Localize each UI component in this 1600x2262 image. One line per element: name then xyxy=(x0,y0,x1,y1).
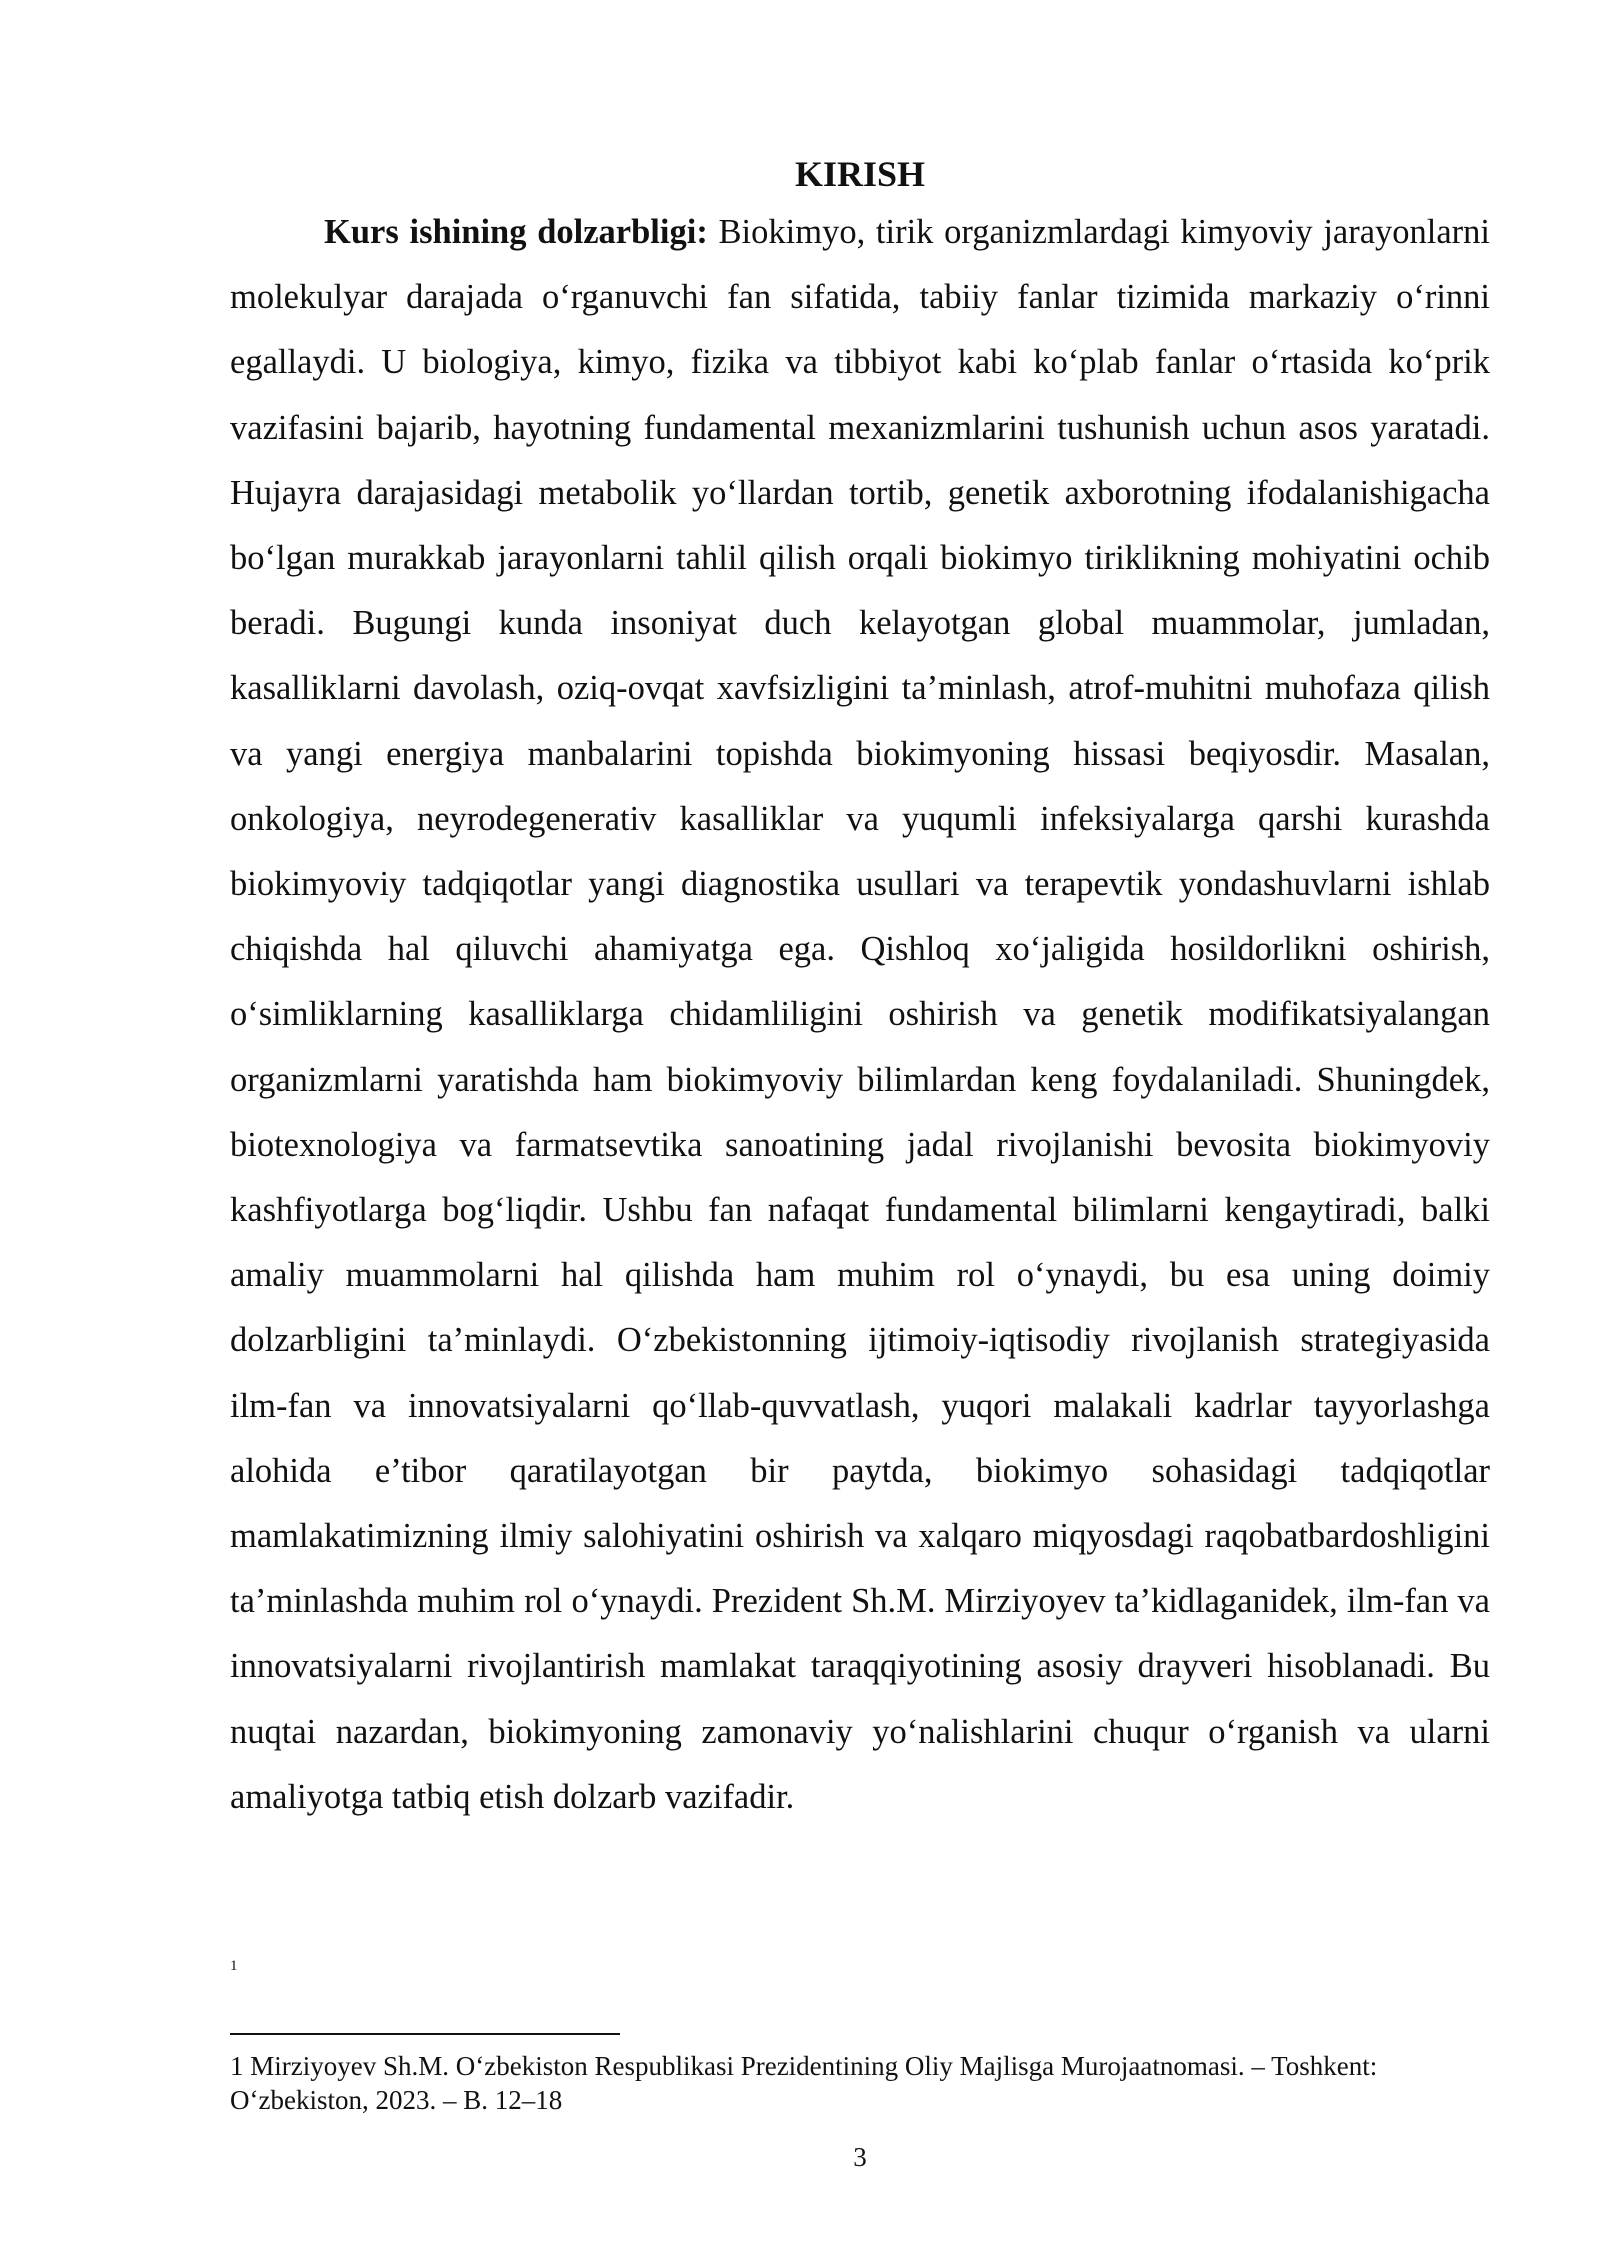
footnote: 1 Mirziyoyev Sh.M. O‘zbekiston Respublikasi Prezidentining Oliy Majlisga Murojaatnomasi. – Toshkent: O‘zbekiston, 2023. – B. 12–18 xyxy=(230,2051,1378,2115)
footnote-separator xyxy=(230,2033,620,2035)
body-paragraph xyxy=(230,200,1490,1830)
page-number: 3 xyxy=(853,2142,867,2172)
body-text: Biokimyo, tirik organizmlardagi kimyoviy jarayonlarni molekulyar darajada o‘rganuvchi fan sifatida, tabiiy fanlar tizimida markaziy o‘rinni egallaydi. U biologiya, kimyo, fizika va tibbiyot kabi ko‘plab fanlar o‘rtasida ko‘prik vazifasini bajarib, hayotning fundamental mexanizmlarini tushunish uchun asos yaratadi. Hujayra darajasidagi metabolik yo‘llardan tortib, genetik axborotning ifodalanishigacha bo‘lgan murakkab jarayonlarni tahlil qilish orqali biokimyo tiriklikning mohiyatini ochib beradi. Bugungi kunda insoniyat duch kelayotgan global muammolar, jumladan, kasalliklarni davolash, oziq-ovqat xavfsizligini ta’minlash, atrof-muhitni muhofaza qilish va yangi energiya manbalarini topishda biokimyoning hissasi beqiyosdir. Masalan, onkologiya, neyrodegenerativ kasalliklar va yuqumli infeksiyalarga qarshi kurashda biokimyoviy tadqiqotlar yangi diagnostika usullari va terapevtik yondashuvlarni ishlab chiqishda hal qiluvchi ahamiyatga ega. Qishloq xo‘jaligida hosildorlikni oshirish, o‘simliklarning kasalliklarga chidamliligini oshirish va genetik modifikatsiyalangan organizmlarni yaratishda ham biokimyoviy bilimlardan keng foydalaniladi. Shuningdek, biotexnologiya va farmatsevtika sanoatining jadal rivojlanishi bevosita biokimyoviy kashfiyotlarga bog‘liqdir. Ushbu fan nafaqat fundamental bilimlarni kengaytiradi, balki amaliy muammolarni hal qilishda ham muhim rol o‘ynaydi, bu esa uning doimiy dolzarbligini ta’minlaydi. O‘zbekistonning ijtimoiy-iqtisodiy rivojlanish strategiyasida ilm-fan va innovatsiyalarni qo‘llab-quvvatlash, yuqori malakali kadrlar tayyorlashga alohida e’tibor qaratilayotgan bir paytda, biokimyo sohasidagi tadqiqotlar mamlakatimizning ilmiy salohiyatini oshirish va xalqaro miqyosdagi raqobatbardoshligini ta’minlashda muhim rol o‘ynaydi. Prezident Sh.M. Mirziyoyev ta’kidlaganidek, ilm-fan va innovatsiyalarni rivojlantirish mamlakat taraqqiyotining asosiy drayveri hisoblanadi. Bu nuqtai nazardan, biokimyoning zamonaviy yo‘nalishlarini chuqur o‘rganish va ularni amaliyotga tatbiq etish dolzarb vazifadir. xyxy=(230,213,1490,1816)
section-lead-label: Kurs ishining dolzarbligi: xyxy=(324,213,708,251)
page-heading: KIRISH xyxy=(794,154,926,194)
footnote-reference-marker: 1 xyxy=(230,1958,238,1974)
